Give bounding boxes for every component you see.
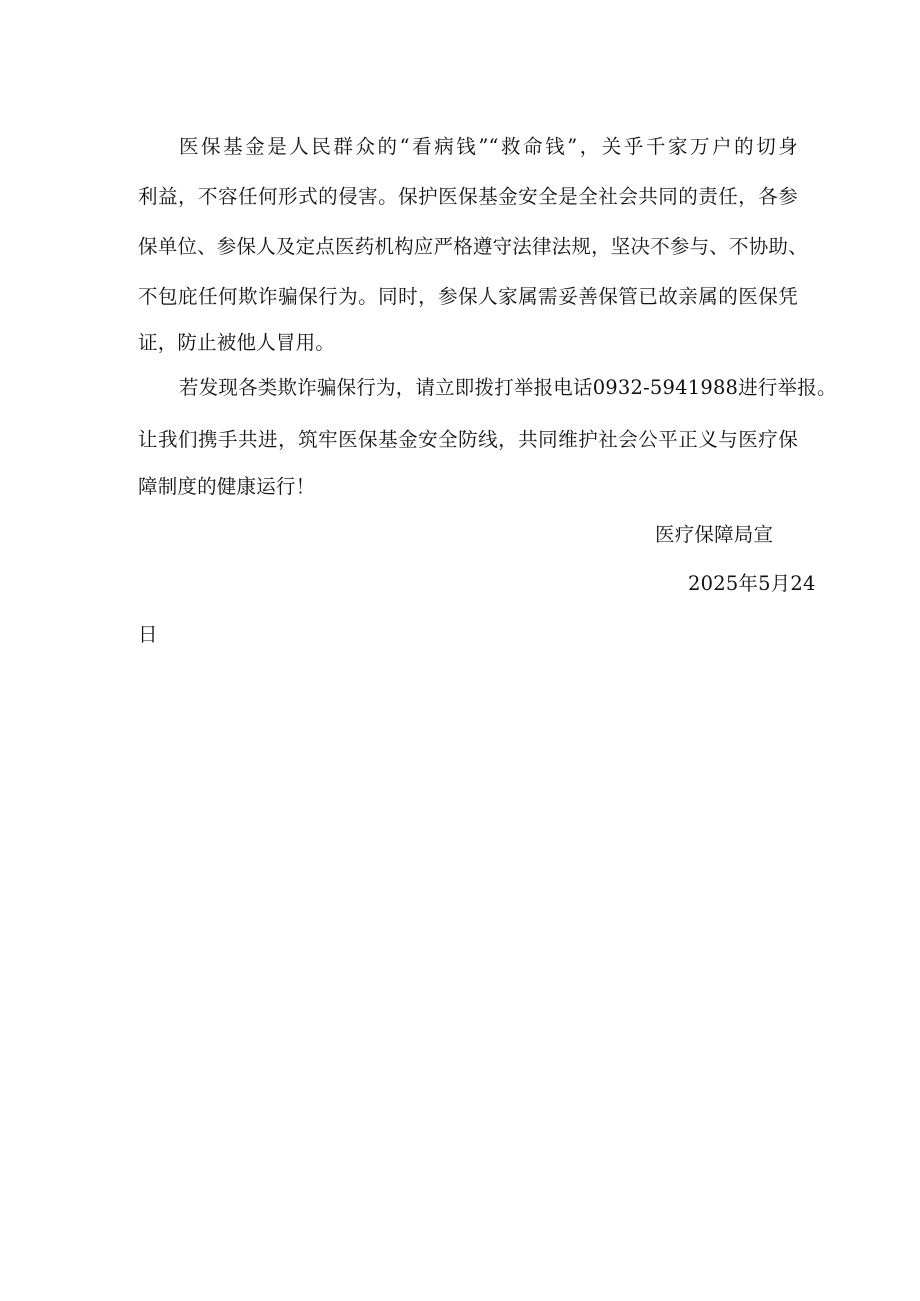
signature-date-continued: 日 (138, 623, 158, 646)
paragraph-1-line-2: 利益，不容任何形式的侵害。保护医保基金安全是全社会共同的责任，各参 (138, 185, 798, 208)
signature-date: 2025年5月24 (688, 572, 816, 595)
signature-org: 医疗保障局宣 (655, 523, 774, 546)
paragraph-1-line-5: 证，防止被他人冒用。 (138, 331, 336, 354)
paragraph-2-line-2: 让我们携手共进，筑牢医保基金安全防线，共同维护社会公平正义与医疗保 (138, 428, 798, 451)
paragraph-2-line-1: 若发现各类欺诈骗保行为，请立即拨打举报电话0932-5941988进行举报。 (179, 376, 837, 399)
paragraph-2-line-3: 障制度的健康运行！ (138, 475, 316, 498)
paragraph-1-line-4: 不包庇任何欺诈骗保行为。同时，参保人家属需妥善保管已故亲属的医保凭 (138, 285, 798, 308)
paragraph-1-line-3: 保单位、参保人及定点医药机构应严格遵守法律法规，坚决不参与、不协助、 (138, 235, 808, 258)
paragraph-1-line-1: 医保基金是人民群众的“看病钱”“救命钱”，关乎千家万户的切身 (179, 135, 798, 158)
